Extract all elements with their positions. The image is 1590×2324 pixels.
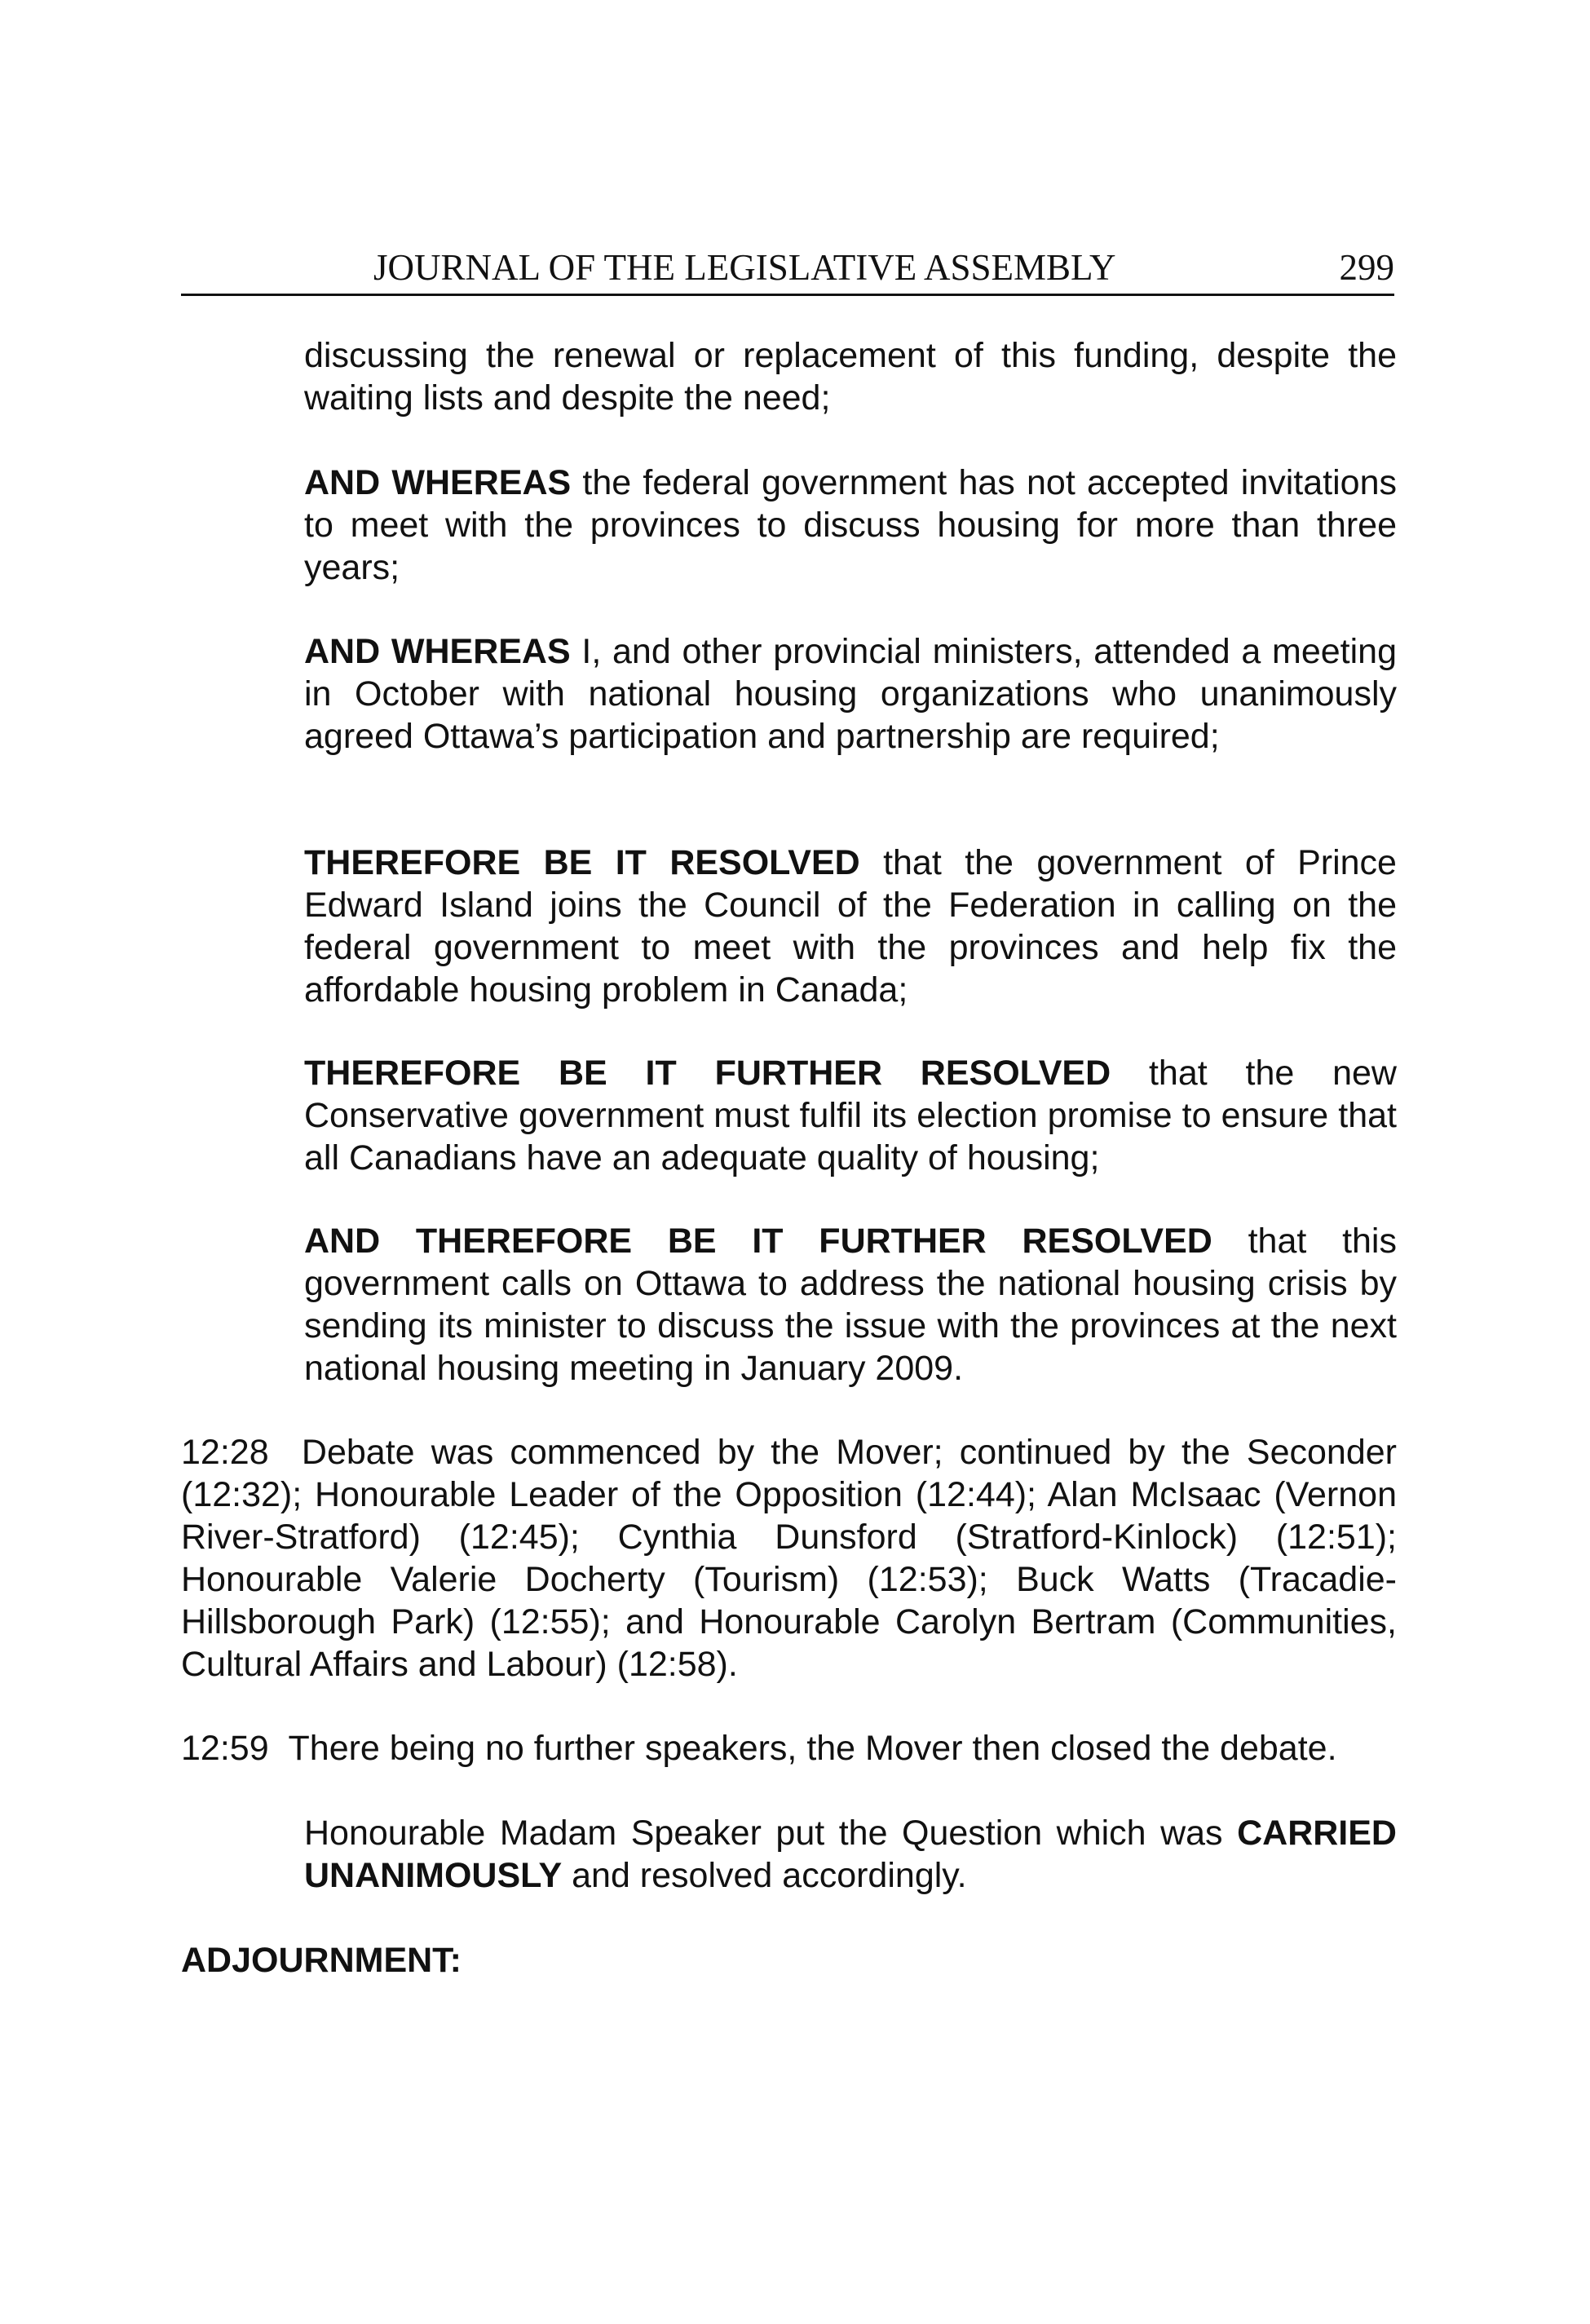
clause-text: the federal government has not accepted invitations to meet with the provinces to discuss housing for more than three years;: [304, 463, 1397, 587]
entry-text: Debate was commenced by the Mover; continued by the Seconder (12:32); Honourable Leader of the Opposition (12:44); Alan McIsaac (Vernon River-Stratford) (12:45); Cynthia Dunsford (Stratford-Kinlock) (12:51); Honourable Valerie Docherty (Tourism) (12:53); Buck Watts (Tracadie-Hillsborough Park) (12:55); and Honourable Carolyn Bertram (Communities, Cultural Affairs and Labour) (12:58).: [181, 1433, 1397, 1684]
resolved-clause: [304, 1052, 1397, 1179]
clause-lead: THEREFORE BE IT FURTHER RESOLVED: [304, 1054, 1111, 1093]
clause-lead: AND THEREFORE BE IT FURTHER RESOLVED: [304, 1222, 1212, 1261]
entry-text: There being no further speakers, the Mover then closed the debate.: [288, 1729, 1337, 1768]
journal-title: JOURNAL OF THE LEGISLATIVE ASSEMBLY: [373, 247, 1116, 288]
clause-text: that this government calls on Ottawa to address the national housing crisis by sending its minister to discuss the issue with the provinces at the next national housing meeting in January 2009.: [304, 1222, 1397, 1388]
clause-text: I, and other provincial ministers, attended a meeting in October with national housing organizations who unanimously agreed Ottawa’s participation and partnership are required;: [304, 632, 1397, 756]
question-result: [304, 1812, 1397, 1897]
entry-time: 12:28: [181, 1433, 269, 1472]
page-number: 299: [1339, 247, 1394, 288]
running-header: [181, 241, 1394, 296]
debate-entry: [181, 1727, 1397, 1770]
question-text: Honourable Madam Speaker put the Question which was: [304, 1814, 1238, 1853]
resolved-clause: [304, 1220, 1397, 1390]
clause-lead: AND WHEREAS: [304, 632, 571, 671]
clause-text: that the new Conservative government must fulfil its election promise to ensure that all Canadians have an adequate quality of housing;: [304, 1054, 1397, 1177]
clause-lead: THEREFORE BE IT RESOLVED: [304, 843, 860, 882]
debate-entry: [181, 1431, 1397, 1686]
whereas-clause: [304, 462, 1397, 589]
whereas-clause: [304, 630, 1397, 758]
clause-text: that the government of Prince Edward Island joins the Council of the Federation in calling on the federal government to meet with the provinces and help fix the affordable housing problem in Canada;: [304, 843, 1397, 1010]
adjournment-heading: ADJOURNMENT:: [181, 1941, 462, 1980]
question-text-end: and resolved accordingly.: [562, 1856, 967, 1895]
entry-time: 12:59: [181, 1729, 269, 1768]
resolved-clause: [304, 842, 1397, 1011]
clause-lead: AND WHEREAS: [304, 463, 572, 502]
vote-result: CARRIED UNANIMOUSLY: [304, 1814, 1397, 1895]
paragraph-text: discussing the renewal or replacement of this funding, despite the waiting lists and despite the need;: [304, 336, 1397, 418]
resolution-paragraph: [304, 334, 1397, 419]
